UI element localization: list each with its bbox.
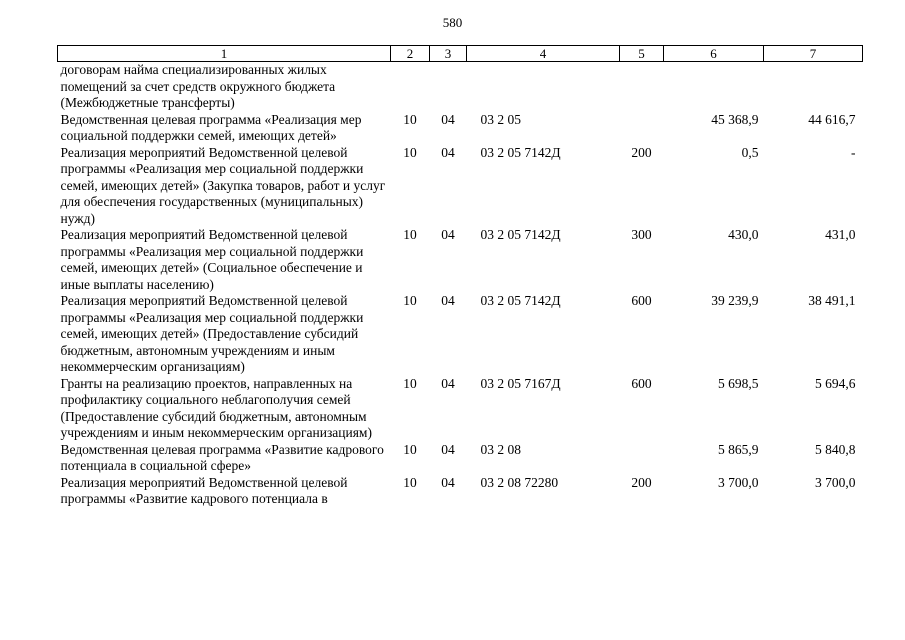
column-header-sum-2: 7	[764, 46, 863, 62]
row-subsection: 04	[441, 144, 455, 160]
row-sum-1: 45 368,9	[711, 111, 759, 127]
row-name: Ведомственная целевая программа «Реализация мер социальной поддержки семей, имеющих детей»	[60, 111, 362, 143]
row-target-article: 03 2 05 7142Д	[480, 293, 561, 308]
row-expense-type: 600	[631, 375, 652, 391]
row-subsection: 04	[441, 293, 455, 308]
row-name: Гранты на реализацию проектов, направленных на профилактику социального неблагополучия семей (Предоставление субсидий бюджетным, автономным учреждениям и иным некоммерческим организациям)	[60, 375, 372, 440]
row-sum-2: 3 700,0	[815, 474, 856, 490]
table-row	[58, 62, 863, 112]
row-name: Ведомственная целевая программа «Развитие кадрового потенциала в социальной сфере»	[60, 441, 384, 473]
row-name: договорам найма специализированных жилых помещений за счет средств окружного бюджета (Межбюджетные трансферты)	[60, 62, 336, 110]
row-section: 10	[403, 375, 417, 391]
row-name: Реализация мероприятий Ведомственной целевой программы «Реализация мер социальной поддержки семей, имеющих детей» (Закупка товаров, работ и услуг для обеспечения государственных (муниципальных) нужд)	[60, 144, 386, 226]
row-sum-2: 5 840,8	[815, 441, 856, 457]
column-header-subsection: 3	[430, 46, 467, 62]
row-sum-1	[664, 62, 764, 112]
budget-table	[57, 45, 863, 508]
table-row	[58, 442, 863, 475]
row-name: Реализация мероприятий Ведомственной целевой программы «Развитие кадрового потенциала в	[60, 474, 348, 506]
row-target-article: 03 2 05 7142Д	[480, 227, 561, 242]
row-expense-type	[620, 62, 664, 112]
row-sum-1: 0,5	[741, 144, 759, 160]
row-target-article: 03 2 05 7142Д	[480, 144, 561, 160]
row-subsection: 04	[441, 375, 455, 391]
table-row	[58, 293, 863, 376]
row-sum-2	[764, 62, 863, 112]
row-subsection: 04	[441, 441, 455, 457]
column-header-name: 1	[58, 46, 391, 62]
row-sum-1: 39 239,9	[711, 293, 759, 308]
row-section	[391, 62, 430, 112]
row-section: 10	[403, 441, 417, 457]
table-row	[58, 145, 863, 228]
table-row	[58, 475, 863, 508]
row-expense-type: 600	[631, 293, 652, 308]
row-section: 10	[403, 111, 417, 127]
row-section: 10	[403, 293, 417, 308]
row-section: 10	[403, 474, 417, 490]
row-subsection: 04	[441, 227, 455, 242]
row-sum-1: 3 700,0	[718, 474, 759, 490]
table-row	[58, 227, 863, 293]
row-subsection: 04	[441, 111, 455, 127]
row-expense-type: 300	[631, 227, 652, 242]
row-target-article: 03 2 08	[480, 441, 521, 457]
column-header-section: 2	[391, 46, 430, 62]
page-number: 580	[442, 15, 463, 30]
row-sum-1: 5 698,5	[718, 375, 759, 391]
row-name: Реализация мероприятий Ведомственной целевой программы «Реализация мер социальной поддержки семей, имеющих детей» (Предоставление субсидий бюджетным, автономным учреждениям и иным некоммерческим организациям)	[60, 293, 364, 374]
table-row	[58, 112, 863, 145]
row-subsection	[430, 62, 467, 112]
row-subsection: 04	[441, 474, 455, 490]
table-row	[58, 376, 863, 442]
row-sum-2: 431,0	[825, 227, 856, 242]
row-target-article	[467, 62, 620, 112]
column-header-expense-type: 5	[620, 46, 664, 62]
row-sum-2: 44 616,7	[808, 111, 856, 127]
row-name: Реализация мероприятий Ведомственной целевой программы «Реализация мер социальной поддержки семей, имеющих детей» (Социальное обеспечение и иные выплаты населению)	[60, 227, 364, 292]
row-expense-type	[620, 112, 664, 145]
row-expense-type: 200	[631, 474, 652, 490]
row-target-article: 03 2 05 7167Д	[480, 375, 561, 391]
row-sum-2: 5 694,6	[815, 375, 856, 391]
row-sum-1: 5 865,9	[718, 441, 759, 457]
row-target-article: 03 2 08 72280	[480, 474, 559, 490]
row-section: 10	[403, 144, 417, 160]
row-expense-type	[620, 442, 664, 475]
column-header-sum-1: 6	[664, 46, 764, 62]
row-section: 10	[403, 227, 417, 242]
column-header-target-article: 4	[467, 46, 620, 62]
row-sum-1: 430,0	[728, 227, 759, 242]
table-header-row	[58, 46, 863, 62]
row-sum-2: -	[851, 144, 856, 160]
row-expense-type: 200	[631, 144, 652, 160]
row-sum-2: 38 491,1	[808, 293, 856, 308]
row-target-article: 03 2 05	[480, 111, 521, 127]
